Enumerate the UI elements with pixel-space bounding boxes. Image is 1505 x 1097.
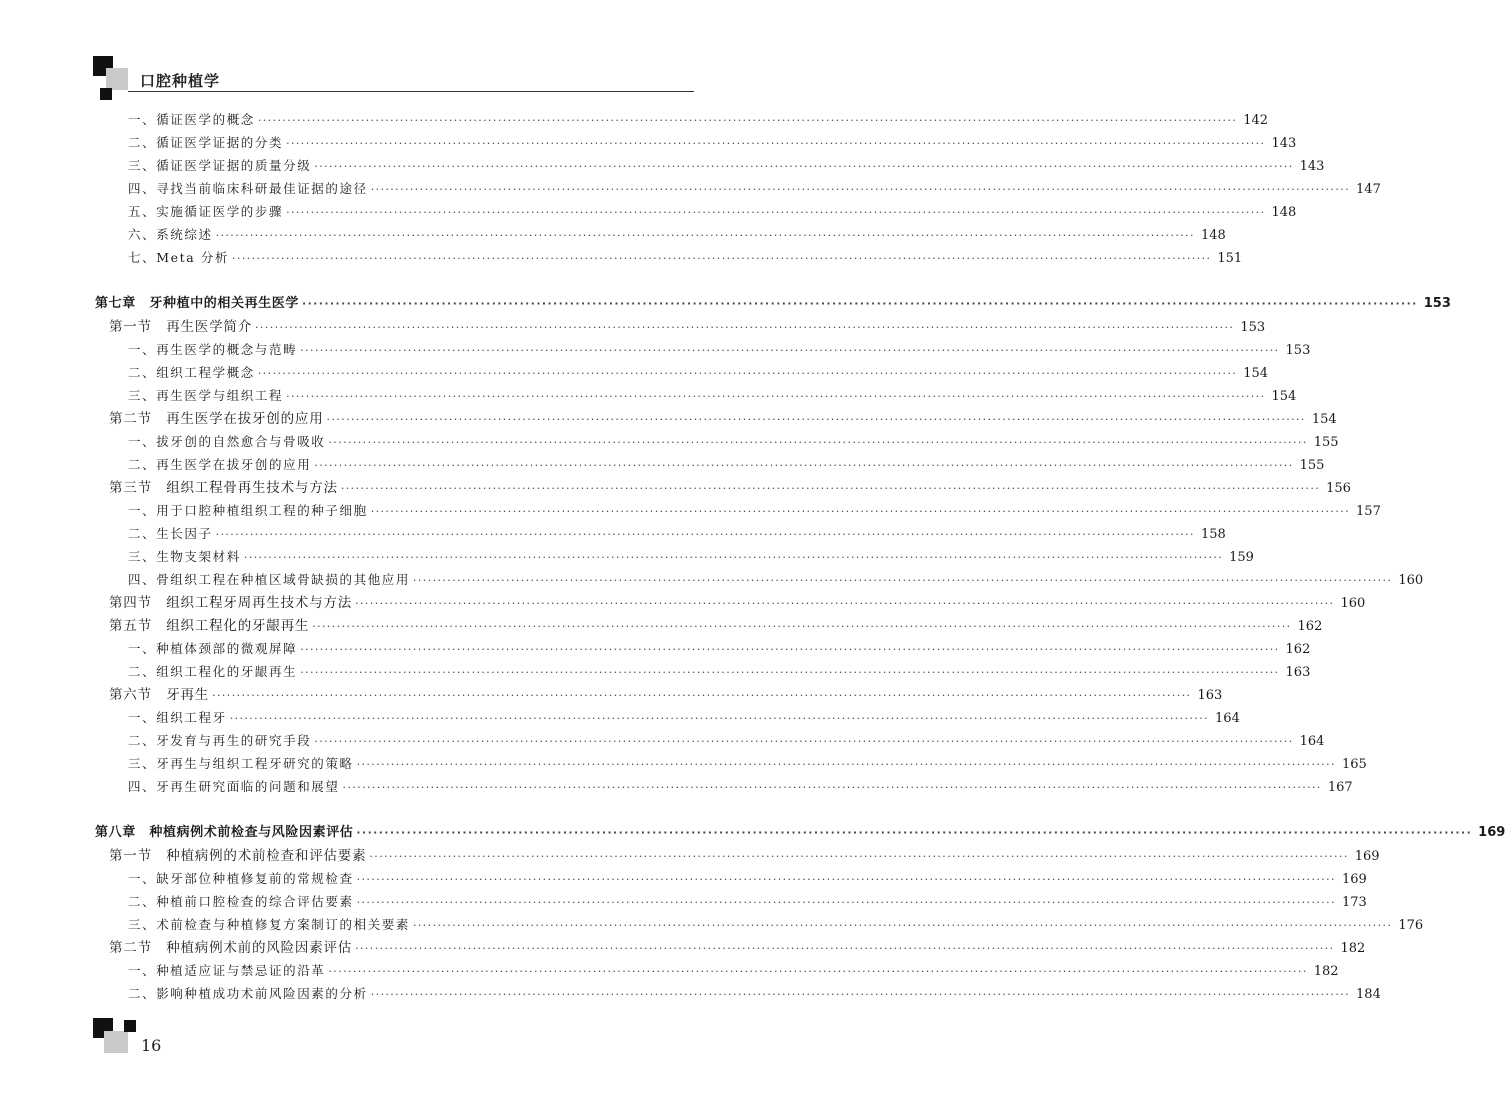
toc-leader-dots: ········································································································································································································ (257, 114, 1238, 127)
toc-entry-page: 165 (1341, 757, 1367, 772)
toc-leader-dots: ········································································································································································································ (255, 321, 1235, 334)
toc-leader-dots: ········································································································································································································ (342, 781, 1322, 794)
toc-leader-dots: ········································································································································································································ (212, 689, 1192, 702)
toc-entry-title: 六、系统综述 (128, 227, 213, 242)
toc-item-entry (128, 455, 1325, 475)
toc-entry-title: 二、牙发育与再生的研究手段 (128, 733, 312, 748)
toc-section-entry (109, 616, 1323, 636)
toc-item-entry (128, 662, 1311, 682)
toc-entry-title: 五、实施循证医学的步骤 (128, 204, 284, 219)
toc-item-entry (128, 110, 1269, 130)
toc-entry-title: 一、组织工程牙 (128, 710, 227, 725)
toc-entry-page: 164 (1299, 734, 1325, 749)
toc-item-entry (128, 340, 1311, 360)
toc-item-entry (128, 984, 1381, 1004)
toc-item-entry (128, 501, 1381, 521)
toc-entry-title: 一、种植体颈部的微观屏障 (128, 641, 298, 656)
toc-leader-dots: ········································································································································································································ (312, 620, 1292, 633)
toc-chapter-entry (95, 294, 1451, 314)
toc-leader-dots: ········································································································································································································ (300, 666, 1280, 679)
toc-leader-dots: ········································································································································································································ (215, 528, 1195, 541)
toc-leader-dots: ········································································································································································································ (370, 988, 1351, 1001)
toc-entry-page: 143 (1299, 159, 1325, 174)
toc-entry-title: 一、缺牙部位种植修复前的常规检查 (128, 871, 354, 886)
toc-entry-page: 163 (1285, 665, 1311, 680)
toc-item-entry (128, 179, 1381, 199)
toc-entry-page: 158 (1200, 527, 1226, 542)
toc-item-entry (128, 639, 1311, 659)
toc-entry-title: 第八章 种植病例术前检查与风险因素评估 (95, 825, 354, 840)
toc-entry-page: 167 (1327, 780, 1353, 795)
toc-entry-page: 148 (1200, 228, 1226, 243)
toc-entry-page: 164 (1215, 711, 1240, 726)
toc-item-entry (128, 386, 1297, 406)
toc-entry-page: 147 (1356, 182, 1381, 197)
toc-entry-title: 二、组织工程学概念 (128, 365, 255, 380)
header-logo-square-small (100, 88, 112, 100)
toc-entry-title: 第一节 再生医学简介 (109, 319, 252, 335)
toc-entry-page: 155 (1299, 458, 1325, 473)
toc-entry-page: 176 (1398, 918, 1424, 933)
toc-item-entry (128, 731, 1325, 751)
toc-leader-dots: ········································································································································································································ (286, 390, 1266, 403)
toc-entry-title: 二、循证医学证据的分类 (128, 135, 284, 150)
toc-section-entry (109, 317, 1266, 337)
toc-entry-page: 154 (1271, 389, 1297, 404)
toc-section-entry (109, 846, 1380, 866)
toc-section-entry (109, 685, 1223, 705)
toc-leader-dots: ········································································································································································································ (257, 367, 1238, 380)
toc-leader-dots: ········································································································································································································ (243, 551, 1224, 564)
toc-leader-dots: ········································································································································································································ (215, 229, 1195, 242)
toc-entry-title: 四、骨组织工程在种植区域骨缺损的其他应用 (128, 572, 411, 587)
toc-entry-page: 169 (1341, 872, 1367, 887)
toc-item-entry (128, 524, 1226, 544)
toc-entry-title: 一、用于口腔种植组织工程的种子细胞 (128, 503, 368, 518)
toc-leader-dots: ········································································································································································································ (413, 574, 1393, 587)
toc-chapter-entry (95, 823, 1505, 843)
toc-leader-dots: ········································································································································································································ (302, 297, 1418, 310)
toc-entry-page: 182 (1313, 964, 1339, 979)
toc-entry-title: 七、Meta 分析 (128, 250, 230, 265)
toc-entry-title: 一、种植适应证与禁忌证的沿革 (128, 963, 326, 978)
toc-leader-dots: ········································································································································································································ (340, 482, 1321, 495)
toc-item-entry (128, 156, 1325, 176)
toc-leader-dots: ········································································································································································································ (229, 712, 1210, 725)
toc-entry-title: 二、种植前口腔检查的综合评估要素 (128, 894, 354, 909)
toc-entry-page: 169 (1478, 825, 1505, 840)
toc-leader-dots: ········································································································································································································ (356, 758, 1336, 771)
toc-entry-title: 一、再生医学的概念与范畴 (128, 342, 298, 357)
toc-section-entry (109, 593, 1366, 613)
toc-entry-title: 三、生物支架材料 (128, 549, 241, 564)
toc-entry-title: 一、拔牙创的自然愈合与骨吸收 (128, 434, 326, 449)
toc-entry-title: 四、牙再生研究面临的问题和展望 (128, 779, 340, 794)
toc-entry-title: 二、再生医学在拔牙创的应用 (128, 457, 312, 472)
header-logo-square-gray (106, 68, 128, 90)
toc-leader-dots: ········································································································································································································ (370, 505, 1351, 518)
toc-leader-dots: ········································································································································································································ (355, 597, 1335, 610)
toc-section-entry (109, 478, 1351, 498)
toc-leader-dots: ········································································································································································································ (232, 252, 1212, 265)
toc-item-entry (128, 754, 1367, 774)
toc-leader-dots: ········································································································································································································ (356, 873, 1336, 886)
toc-entry-page: 163 (1197, 688, 1223, 703)
toc-entry-page: 184 (1356, 987, 1381, 1002)
toc-entry-title: 第四节 组织工程牙周再生技术与方法 (109, 595, 353, 611)
toc-leader-dots: ········································································································································································································ (314, 160, 1294, 173)
toc-item-entry (128, 133, 1297, 153)
toc-item-entry (128, 961, 1339, 981)
toc-entry-title: 第三节 组织工程骨再生技术与方法 (109, 480, 338, 496)
toc-entry-page: 153 (1423, 296, 1451, 311)
toc-entry-title: 三、术前检查与种植修复方案制订的相关要素 (128, 917, 411, 932)
toc-item-entry (128, 363, 1269, 383)
toc-leader-dots: ········································································································································································································ (356, 896, 1336, 909)
toc-entry-title: 三、再生医学与组织工程 (128, 388, 284, 403)
toc-leader-dots: ········································································································································································································ (314, 735, 1294, 748)
page-number: 16 (141, 1036, 162, 1055)
toc-entry-page: 154 (1243, 366, 1269, 381)
toc-entry-page: 182 (1340, 941, 1366, 956)
toc-leader-dots: ········································································································································································································ (300, 643, 1280, 656)
footer-logo-square-gray (104, 1031, 128, 1053)
toc-entry-page: 157 (1356, 504, 1381, 519)
toc-item-entry (128, 915, 1424, 935)
toc-entry-title: 三、循证医学证据的质量分级 (128, 158, 312, 173)
toc-section-entry (109, 938, 1366, 958)
toc-leader-dots: ········································································································································································································ (356, 826, 1473, 839)
toc-entry-page: 159 (1229, 550, 1254, 565)
toc-entry-title: 三、牙再生与组织工程牙研究的策略 (128, 756, 354, 771)
toc-entry-page: 151 (1217, 251, 1243, 266)
toc-item-entry (128, 202, 1297, 222)
toc-item-entry (128, 869, 1367, 889)
toc-item-entry (128, 432, 1339, 452)
toc-entry-page: 169 (1354, 849, 1380, 864)
toc-entry-title: 第一节 种植病例的术前检查和评估要素 (109, 848, 367, 864)
toc-entry-page: 143 (1271, 136, 1297, 151)
toc-leader-dots: ········································································································································································································ (413, 919, 1393, 932)
header-rule (128, 91, 694, 92)
toc-item-entry (128, 248, 1243, 268)
toc-section-entry (109, 409, 1337, 429)
toc-leader-dots: ········································································································································································································ (300, 344, 1280, 357)
toc-leader-dots: ········································································································································································································ (286, 206, 1266, 219)
toc-leader-dots: ········································································································································································································ (326, 413, 1306, 426)
toc-item-entry (128, 777, 1353, 797)
toc-entry-page: 153 (1240, 320, 1266, 335)
toc-entry-title: 一、循证医学的概念 (128, 112, 255, 127)
toc-entry-page: 148 (1271, 205, 1297, 220)
toc-entry-title: 第五节 组织工程化的牙龈再生 (109, 618, 310, 634)
toc-leader-dots: ········································································································································································································ (328, 436, 1308, 449)
toc-entry-title: 四、寻找当前临床科研最佳证据的途径 (128, 181, 368, 196)
toc-leader-dots: ········································································································································································································ (314, 459, 1294, 472)
toc-entry-page: 160 (1340, 596, 1366, 611)
toc-entry-title: 二、影响种植成功术前风险因素的分析 (128, 986, 368, 1001)
toc-entry-page: 160 (1398, 573, 1424, 588)
toc-entry-page: 162 (1297, 619, 1323, 634)
toc-leader-dots: ········································································································································································································ (355, 942, 1335, 955)
toc-item-entry (128, 570, 1424, 590)
footer-logo-square-small (124, 1020, 136, 1032)
toc-leader-dots: ········································································································································································································ (370, 183, 1351, 196)
toc-entry-title: 二、生长因子 (128, 526, 213, 541)
toc-item-entry (128, 547, 1254, 567)
toc-entry-title: 第二节 再生医学在拔牙创的应用 (109, 411, 324, 427)
toc-item-entry (128, 892, 1367, 912)
toc-entry-page: 153 (1285, 343, 1311, 358)
toc-entry-page: 155 (1313, 435, 1339, 450)
toc-leader-dots: ········································································································································································································ (328, 965, 1308, 978)
toc-entry-page: 154 (1311, 412, 1337, 427)
running-header-title: 口腔种植学 (140, 72, 221, 90)
toc-entry-title: 第二节 种植病例术前的风险因素评估 (109, 940, 353, 956)
toc-entry-page: 173 (1341, 895, 1367, 910)
toc-entry-title: 第七章 牙种植中的相关再生医学 (95, 296, 300, 311)
toc-leader-dots: ········································································································································································································ (286, 137, 1266, 150)
toc-item-entry (128, 708, 1240, 728)
toc-leader-dots: ········································································································································································································ (369, 850, 1349, 863)
toc-entry-page: 156 (1326, 481, 1351, 496)
toc-item-entry (128, 225, 1226, 245)
toc-entry-page: 142 (1243, 113, 1269, 128)
toc-entry-page: 162 (1285, 642, 1311, 657)
toc-entry-title: 二、组织工程化的牙龈再生 (128, 664, 298, 679)
toc-entry-title: 第六节 牙再生 (109, 687, 210, 703)
